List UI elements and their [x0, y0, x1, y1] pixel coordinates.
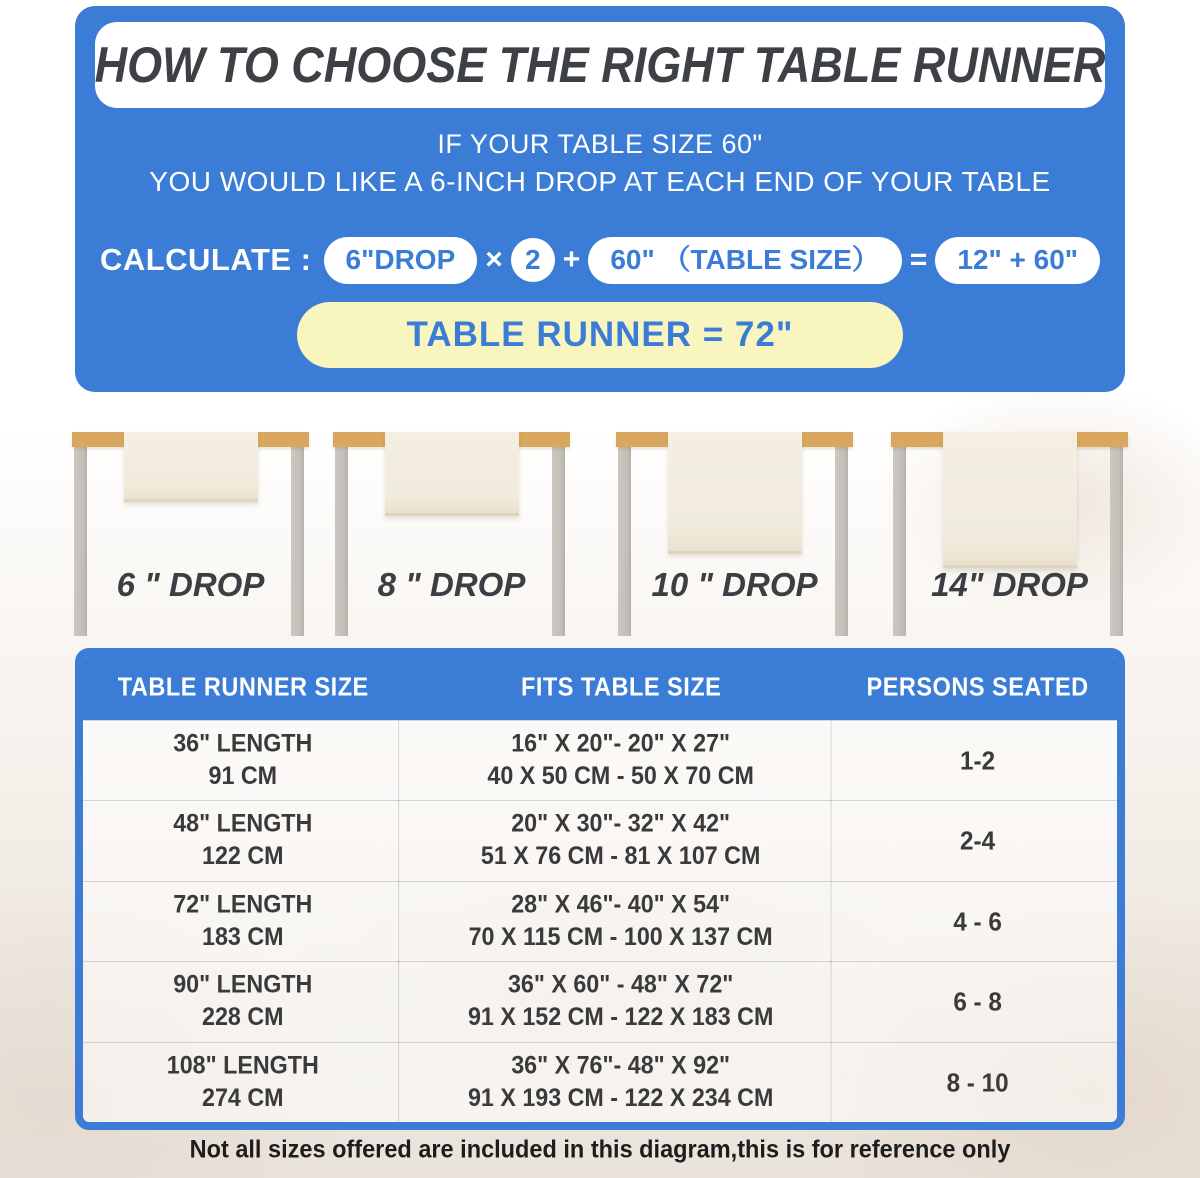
table-row: [83, 961, 1117, 1041]
table-leg: [335, 447, 348, 636]
fits-table-cell: [410, 960, 831, 1043]
equals-sign: =: [909, 243, 928, 277]
persons-seated-cell: 6 - 8: [953, 987, 1002, 1017]
drop-figure-6: [72, 420, 309, 642]
column-header-fits-table: FITS TABLE SIZE: [520, 672, 721, 703]
runner-size-cell: [88, 880, 399, 963]
table-runner: [124, 432, 258, 502]
subtitle-line-2: YOU WOULD LIKE A 6-INCH DROP AT EACH END OF YOUR TABLE: [149, 166, 1051, 197]
table-leg: [893, 447, 906, 636]
subtitle-line-1: IF YOUR TABLE SIZE 60": [437, 129, 763, 159]
fits-inches: 16" X 20"- 20" X 27": [510, 729, 730, 758]
instruction-panel: [75, 6, 1125, 392]
table-runner: [668, 432, 802, 554]
fits-table-cell: [410, 880, 831, 963]
runner-length-inches: 36" LENGTH: [173, 729, 313, 758]
table-leg: [1110, 447, 1123, 636]
times-sign: ×: [485, 243, 503, 277]
runner-length-inches: 72" LENGTH: [173, 890, 313, 919]
runner-length-cm: 274 CM: [202, 1083, 284, 1112]
fits-inches: 20" X 30"- 32" X 42": [510, 809, 730, 839]
runner-length-cm: 91 CM: [208, 761, 278, 791]
table-row: [83, 800, 1117, 880]
persons-seated-cell: 4 - 6: [953, 906, 1002, 937]
runner-length-inches: 108" LENGTH: [166, 1051, 319, 1080]
persons-seated-cell: 8 - 10: [946, 1067, 1009, 1097]
runner-size-cell: [88, 719, 399, 802]
runner-length-inches: 48" LENGTH: [173, 809, 313, 839]
table-runner: [385, 432, 519, 516]
runner-length-inches: 90" LENGTH: [173, 970, 313, 1000]
plus-sign: +: [562, 243, 581, 277]
drop-label: 6 " DROP: [116, 566, 265, 603]
table-leg: [74, 447, 87, 636]
table-runner: [943, 432, 1077, 568]
table-size-pill: 60" （TABLE SIZE）: [588, 237, 901, 284]
fits-table-cell: [410, 799, 831, 882]
fits-cm: 51 X 76 CM - 81 X 107 CM: [480, 842, 760, 871]
table-leg: [291, 447, 304, 636]
runner-length-cm: 183 CM: [202, 922, 284, 951]
runner-size-cell: [88, 1041, 399, 1124]
page-title: HOW TO CHOOSE THE RIGHT TABLE RUNNER: [94, 35, 1106, 93]
fits-table-cell: [410, 719, 831, 802]
table-leg: [618, 447, 631, 636]
drop-label: 10 " DROP: [651, 566, 818, 603]
table-leg: [835, 447, 848, 636]
sum-pill: 12" + 60": [935, 237, 1100, 284]
disclaimer-note: Not all sizes offered are included in this diagram,this is for reference only: [189, 1135, 1011, 1164]
fits-cm: 70 X 115 CM - 100 X 137 CM: [468, 922, 773, 951]
runner-size-cell: [88, 799, 399, 882]
multiplier-circle: 2: [511, 238, 555, 282]
title-banner: [95, 22, 1105, 108]
drop-figure-14: [891, 420, 1128, 642]
table-row: [83, 881, 1117, 961]
fits-inches: 36" X 76"- 48" X 92": [510, 1051, 730, 1080]
persons-seated-cell: 2-4: [959, 826, 995, 856]
size-chart-panel: [75, 648, 1125, 1130]
fits-cm: 91 X 193 CM - 122 X 234 CM: [467, 1083, 773, 1112]
runner-size-cell: [88, 960, 399, 1043]
fits-cm: 40 X 50 CM - 50 X 70 CM: [486, 761, 754, 791]
column-header-runner-size: TABLE RUNNER SIZE: [117, 672, 369, 703]
fits-inches: 36" X 60" - 48" X 72": [507, 970, 733, 1000]
drop-figures-row: [0, 420, 1200, 642]
calculate-label: CALCULATE :: [99, 242, 312, 278]
runner-length-cm: 228 CM: [202, 1002, 284, 1032]
column-header-persons: PERSONS SEATED: [866, 672, 1089, 703]
fits-table-cell: [410, 1041, 831, 1124]
drop-figure-10: [616, 420, 853, 642]
table-leg: [552, 447, 565, 636]
calculation-formula: [75, 237, 1125, 284]
drop-label: 14" DROP: [931, 566, 1088, 603]
table-row: [83, 1042, 1117, 1122]
runner-length-cm: 122 CM: [202, 842, 284, 871]
fits-cm: 91 X 152 CM - 122 X 183 CM: [467, 1002, 773, 1032]
table-row: [83, 720, 1117, 800]
fits-inches: 28" X 46"- 40" X 54": [510, 890, 730, 919]
runner-result-pill: TABLE RUNNER = 72": [297, 302, 903, 368]
drop-figure-8: [333, 420, 570, 642]
persons-seated-cell: 1-2: [959, 745, 995, 776]
size-chart-header: [83, 656, 1117, 720]
drop-value-pill: 6"DROP: [324, 237, 478, 284]
drop-label: 8 " DROP: [377, 566, 526, 603]
